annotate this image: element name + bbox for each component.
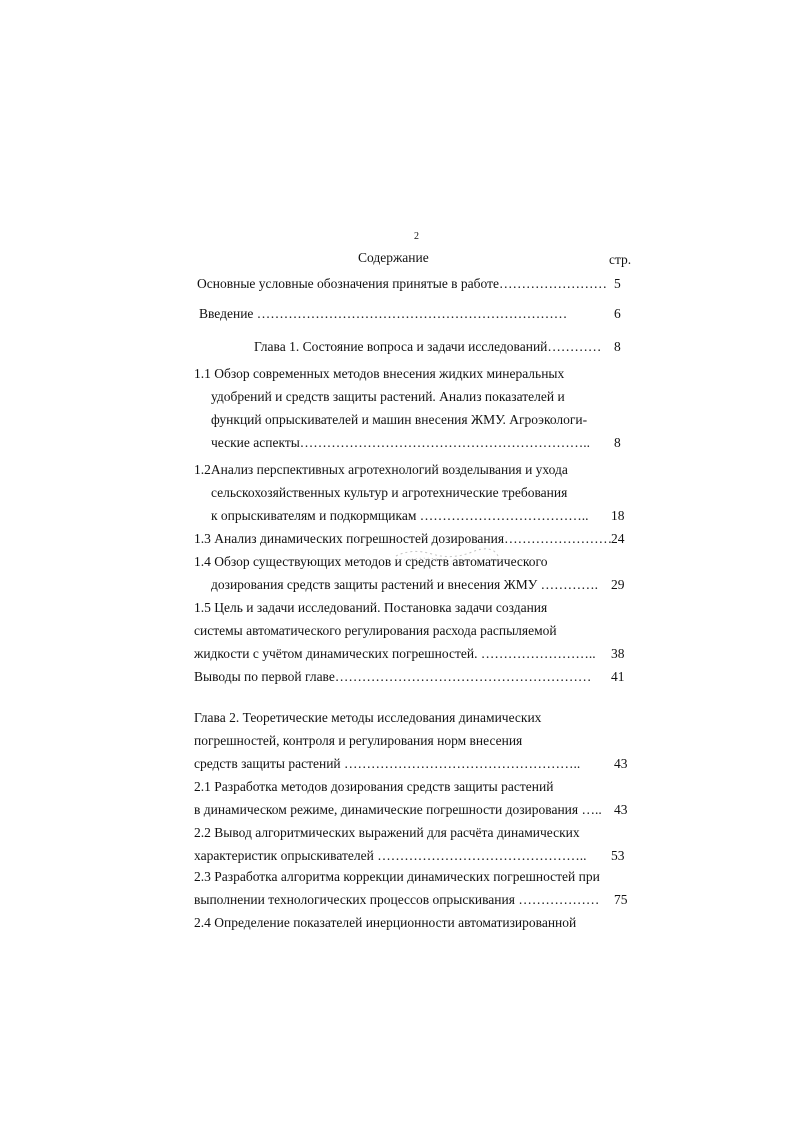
toc-page: 43	[614, 802, 628, 817]
toc-line: Введение ……………………………………………………………	[199, 306, 568, 321]
toc-line: погрешностей, контроля и регулирования норм внесения	[194, 733, 523, 748]
toc-line: функций опрыскивателей и машин внесения ЖМУ. Агроэкологи-	[211, 412, 588, 427]
toc-page: 43	[614, 756, 628, 771]
toc-line: к опрыскивателям и подкормщикам ………………………………..	[211, 508, 589, 523]
toc-line: ческие аспекты………………………………………………………..	[211, 435, 591, 450]
toc-page: 29	[611, 577, 625, 592]
toc-line: 1.5 Цель и задачи исследований. Постановка задачи создания	[194, 600, 548, 615]
toc-line: выполнении технологических процессов опрыскивания ………………	[194, 892, 600, 907]
toc-line: в динамическом режиме, динамические погрешности дозирования …..	[194, 802, 602, 817]
toc-line: 1.1 Обзор современных методов внесения жидких минеральных	[194, 366, 565, 381]
toc-line: 2.1 Разработка методов дозирования средств защиты растений	[194, 779, 554, 794]
stamp-mark	[392, 544, 502, 566]
toc-page: 24	[611, 531, 625, 546]
toc-line: средств защиты растений ……………………………………………..	[194, 756, 581, 771]
toc-line: 2.4 Определение показателей инерционности автоматизированной	[194, 915, 577, 930]
toc-line: удобрений и средств защиты растений. Анализ показателей и	[211, 389, 565, 404]
toc-line: сельскохозяйственных культур и агротехнические требования	[211, 485, 568, 500]
toc-line: 2.2 Вывод алгоритмических выражений для расчёта динамических	[194, 825, 580, 840]
page-column-header: стр.	[609, 252, 632, 267]
toc-line: характеристик опрыскивателей ………………………………………..	[194, 848, 587, 863]
toc-line: Основные условные обозначения принятые в работе……………………	[197, 276, 608, 291]
toc-page: 53	[611, 848, 625, 863]
toc-page: 38	[611, 646, 625, 661]
toc-line: 1.3 Анализ динамических погрешностей дозирования……………………	[194, 531, 613, 546]
toc-page: 18	[611, 508, 625, 523]
toc-line: жидкости с учётом динамических погрешностей. ……………………..	[194, 646, 596, 661]
page-number: 2	[414, 231, 419, 242]
toc-line: Глава 2. Теоретические методы исследования динамических	[194, 710, 542, 725]
toc-page: 5	[614, 276, 621, 291]
toc-line: Глава 1. Состояние вопроса и задачи исследований…………	[254, 339, 602, 354]
toc-line: дозирования средств защиты растений и внесения ЖМУ ………….	[211, 577, 599, 592]
toc-page: 75	[614, 892, 628, 907]
toc-line: 2.3 Разработка алгоритма коррекции динамических погрешностей при	[194, 869, 600, 884]
toc-page: 8	[614, 339, 621, 354]
toc-line: 1.4 Обзор существующих методов и средств автоматического	[194, 554, 548, 569]
toc-page: 8	[614, 435, 621, 450]
toc-line: системы автоматического регулирования расхода распыляемой	[194, 623, 557, 638]
toc-page: 41	[611, 669, 625, 684]
toc-line: Выводы по первой главе…………………………………………………	[194, 669, 592, 684]
toc-title: Содержание	[358, 250, 429, 265]
toc-page: 6	[614, 306, 621, 321]
toc-line: 1.2Анализ перспективных агротехнологий возделывания и ухода	[194, 462, 568, 477]
